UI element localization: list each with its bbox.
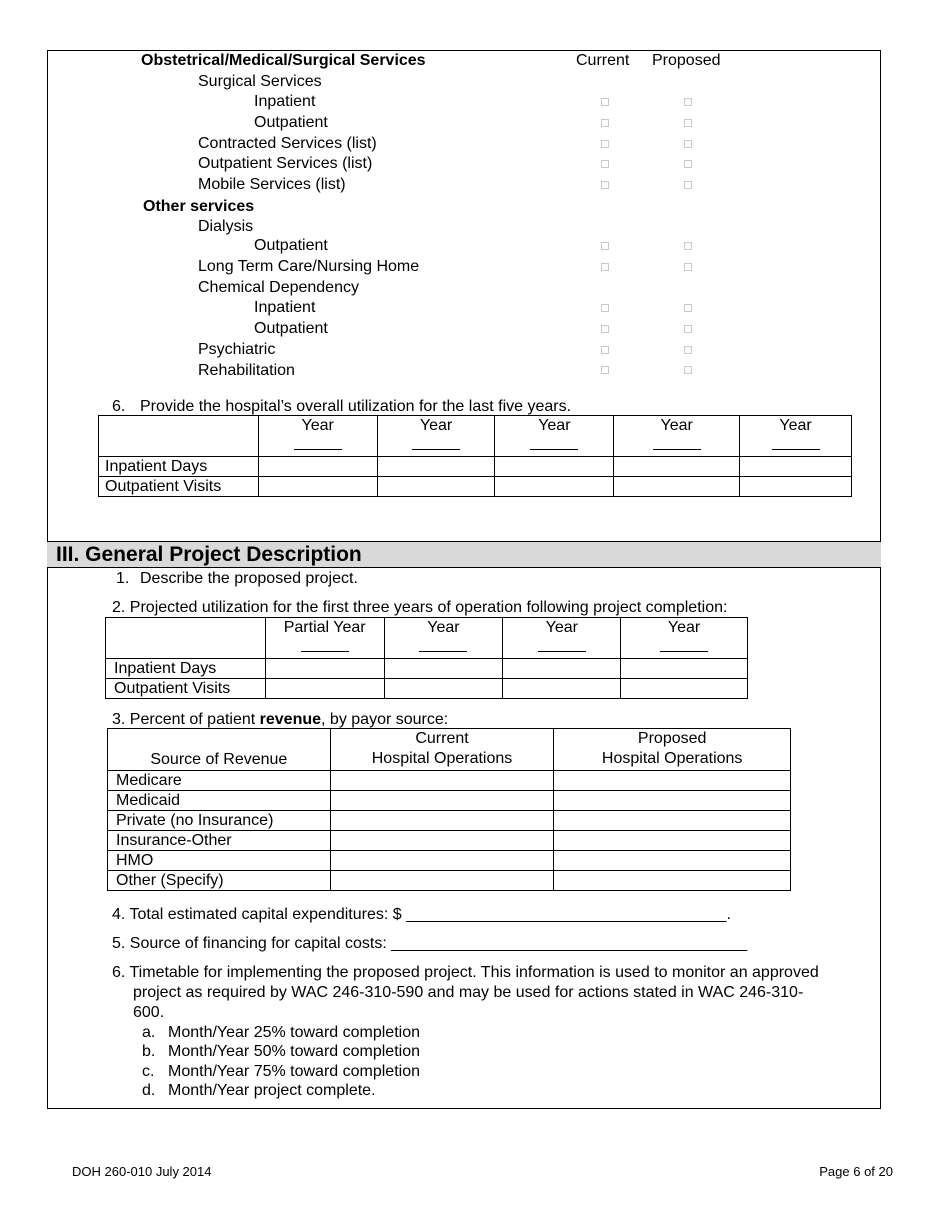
outpatient-services-current-checkbox[interactable] [601,160,609,168]
table-row [106,679,748,699]
table-row [108,851,791,871]
list-item: Month/Year 75% toward completion [168,1063,420,1080]
table-corner [106,618,266,659]
table-cell[interactable] [258,457,377,477]
table-cell[interactable] [621,659,748,679]
psychiatric-proposed-checkbox[interactable] [684,346,692,354]
surgical-outpatient-proposed-checkbox[interactable] [684,119,692,127]
table-cell[interactable] [503,679,621,699]
table-row [99,457,852,477]
current-header: Current Hospital Operations [330,729,554,771]
table-cell[interactable] [503,659,621,679]
q1-text: Describe the proposed project. [140,570,358,587]
table-cell[interactable] [265,659,384,679]
source-header: Source of Revenue [108,729,331,771]
year-header: Year [740,416,852,457]
dialysis-outpatient-current-checkbox[interactable] [601,242,609,250]
list-item-letter: b. [142,1043,156,1060]
chemical-inpatient-proposed-checkbox[interactable] [684,304,692,312]
row-label: Outpatient Visits [99,477,259,497]
table-cell[interactable] [384,659,503,679]
dialysis-outpatient-proposed-checkbox[interactable] [684,242,692,250]
table-row [106,659,748,679]
service-surgical-outpatient: Outpatient [254,114,328,131]
footer-page-number: Page 6 of 20 [819,1164,893,1179]
list-item-letter: c. [142,1063,155,1080]
service-chemical-inpatient: Inpatient [254,299,316,316]
table-row [99,477,852,497]
year-header: Year [377,416,495,457]
service-surgical: Surgical Services [198,73,322,90]
proposed-header: Proposed Hospital Operations [554,729,791,771]
row-label: Inpatient Days [106,659,266,679]
q2-text: 2. Projected utilization for the first three years of operation following project completion: [112,599,728,616]
table-cell[interactable] [495,477,614,497]
q3-text: 3. Percent of patient revenue, by payor source: [112,711,449,728]
footer-form-id: DOH 260-010 July 2014 [72,1164,212,1179]
year-header: Year [258,416,377,457]
q6-line-1: 6. Timetable for implementing the proposed project. This information is used to monitor an approved [112,964,819,981]
list-item-letter: d. [142,1082,156,1099]
list-item: Month/Year 50% toward completion [168,1043,420,1060]
rehabilitation-proposed-checkbox[interactable] [684,366,692,374]
table-row [108,811,791,831]
surgical-inpatient-current-checkbox[interactable] [601,98,609,106]
table-cell[interactable] [621,679,748,699]
q6-text: Provide the hospital’s overall utilization for the last five years. [140,398,572,415]
mobile-current-checkbox[interactable] [601,181,609,189]
table-cell[interactable] [554,851,791,871]
contracted-current-checkbox[interactable] [601,140,609,148]
table-row [108,771,791,791]
year-header: Year [384,618,503,659]
table-cell[interactable] [330,791,554,811]
psychiatric-current-checkbox[interactable] [601,346,609,354]
table-cell[interactable] [330,871,554,891]
services-heading: Obstetrical/Medical/Surgical Services [141,52,426,69]
column-current: Current [576,52,630,69]
row-label: HMO [108,851,331,871]
table-cell[interactable] [330,851,554,871]
table-cell[interactable] [554,791,791,811]
service-contracted: Contracted Services (list) [198,135,377,152]
ltc-proposed-checkbox[interactable] [684,263,692,271]
chemical-outpatient-current-checkbox[interactable] [601,325,609,333]
outpatient-services-proposed-checkbox[interactable] [684,160,692,168]
year-header: Year [495,416,614,457]
service-chemical: Chemical Dependency [198,279,359,296]
table-cell[interactable] [265,679,384,699]
surgical-outpatient-current-checkbox[interactable] [601,119,609,127]
q4-text: 4. Total estimated capital expenditures: $ ____________________________________. [112,906,731,923]
service-dialysis-outpatient: Outpatient [254,237,328,254]
service-dialysis: Dialysis [198,218,254,235]
year-header: Year [614,416,740,457]
table-row [108,831,791,851]
surgical-inpatient-proposed-checkbox[interactable] [684,98,692,106]
q6-number: 6. [112,398,126,415]
list-item: Month/Year project complete. [168,1082,376,1099]
row-label: Medicaid [108,791,331,811]
table-cell[interactable] [554,811,791,831]
table-cell[interactable] [377,457,495,477]
list-item: Month/Year 25% toward completion [168,1024,420,1041]
table-cell[interactable] [740,477,852,497]
list-item-letter: a. [142,1024,156,1041]
service-psychiatric: Psychiatric [198,341,276,358]
year-header: Year [503,618,621,659]
table-corner [99,416,259,457]
service-ltc: Long Term Care/Nursing Home [198,258,420,275]
row-label: Outpatient Visits [106,679,266,699]
section-title: III. General Project Description [56,543,362,566]
table-cell[interactable] [554,771,791,791]
q5-text: 5. Source of financing for capital costs: ________________________________________ [112,935,748,952]
table-cell[interactable] [384,679,503,699]
other-services-heading: Other services [143,198,255,215]
service-mobile: Mobile Services (list) [198,176,346,193]
row-label: Medicare [108,771,331,791]
q6-line-2: project as required by WAC 246-310-590 and may be used for actions stated in WAC 246-310- [133,984,804,1001]
table-cell[interactable] [740,457,852,477]
table-cell[interactable] [614,477,740,497]
table-row [108,791,791,811]
partial-year-header: Partial Year [265,618,384,659]
service-outpatient-services: Outpatient Services (list) [198,155,373,172]
table-cell[interactable] [614,457,740,477]
q1-number: 1. [116,570,130,587]
row-label: Insurance-Other [108,831,331,851]
revenue-source-table [107,728,791,891]
service-chemical-outpatient: Outpatient [254,320,328,337]
rehabilitation-current-checkbox[interactable] [601,366,609,374]
service-rehabilitation: Rehabilitation [198,362,295,379]
table-cell[interactable] [330,831,554,851]
table-cell[interactable] [330,811,554,831]
chemical-outpatient-proposed-checkbox[interactable] [684,325,692,333]
mobile-proposed-checkbox[interactable] [684,181,692,189]
table-cell[interactable] [495,457,614,477]
service-surgical-inpatient: Inpatient [254,93,316,110]
five-year-utilization-table [98,415,852,497]
contracted-proposed-checkbox[interactable] [684,140,692,148]
row-label: Inpatient Days [99,457,259,477]
table-cell[interactable] [554,831,791,851]
q6-line-3: 600. [133,1004,165,1021]
row-label: Other (Specify) [108,871,331,891]
ltc-current-checkbox[interactable] [601,263,609,271]
row-label: Private (no Insurance) [108,811,331,831]
year-header: Year [621,618,748,659]
table-cell[interactable] [554,871,791,891]
table-cell[interactable] [330,771,554,791]
table-row [108,871,791,891]
chemical-inpatient-current-checkbox[interactable] [601,304,609,312]
projected-utilization-table [105,617,748,699]
table-cell[interactable] [258,477,377,497]
table-cell[interactable] [377,477,495,497]
column-proposed: Proposed [652,52,721,69]
